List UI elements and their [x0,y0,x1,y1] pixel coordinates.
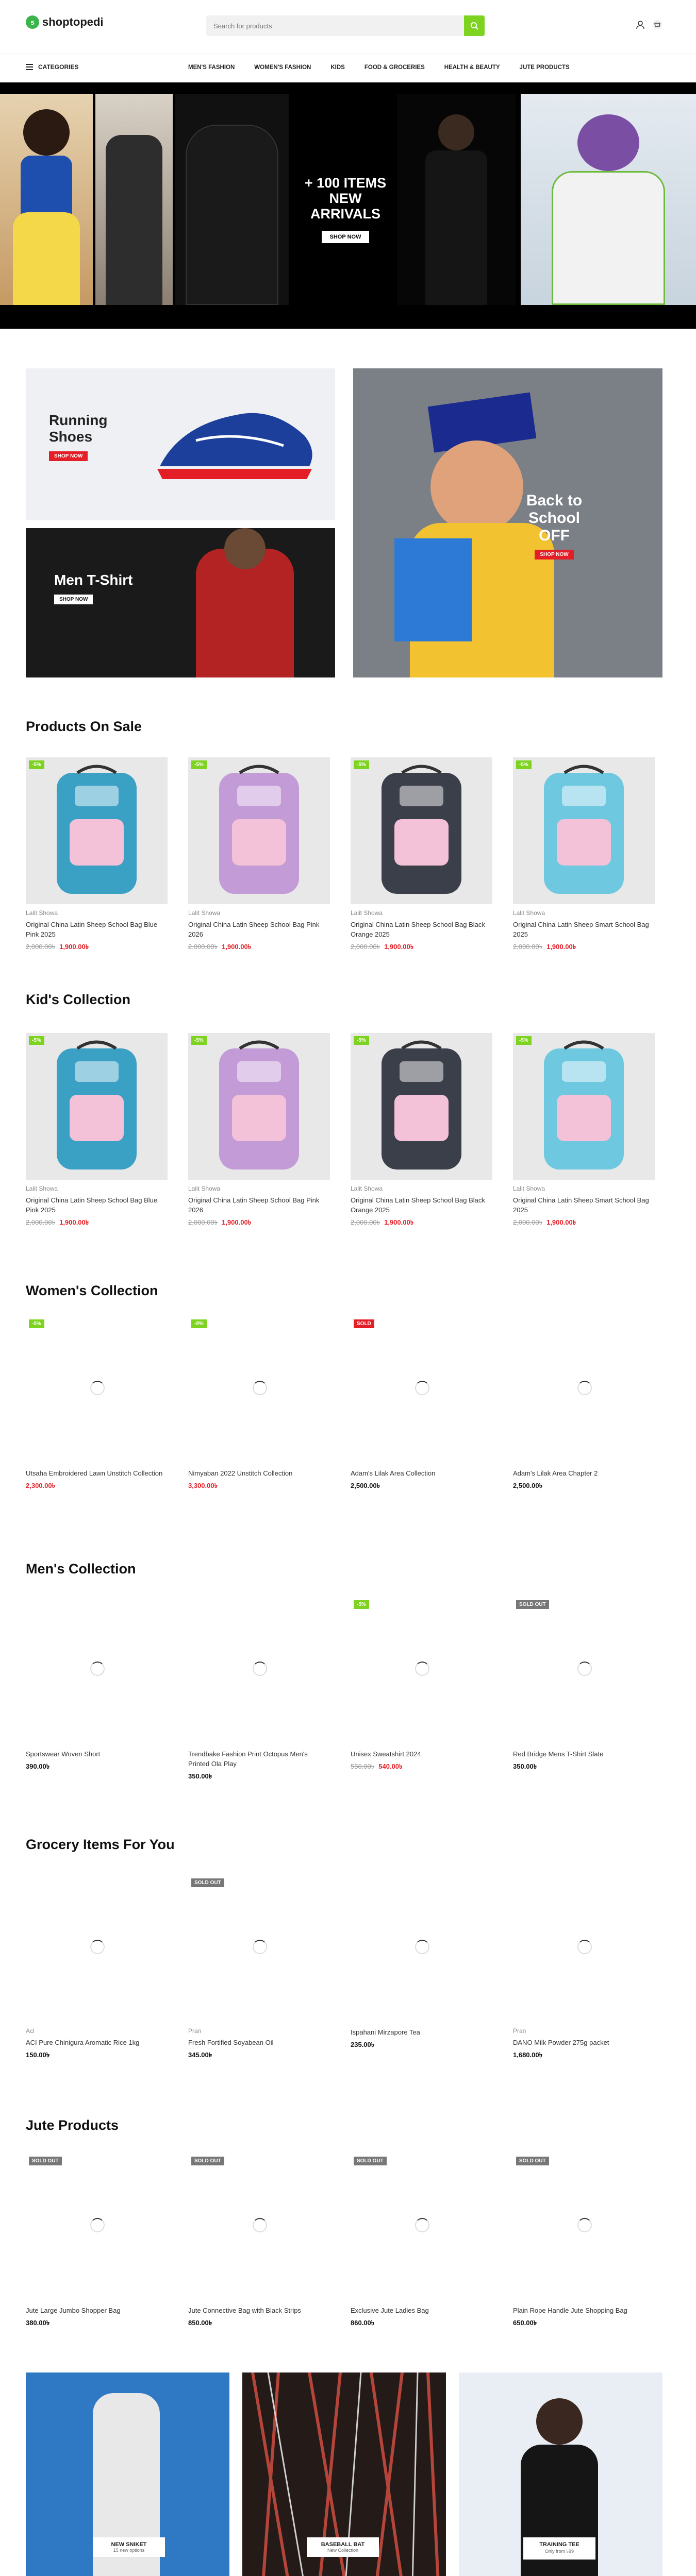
product-name[interactable]: ACI Pure Chinigura Aromatic Rice 1kg [26,2039,140,2046]
product-image[interactable] [351,2154,492,2300]
old-price: 2,000.00৳ [351,1218,380,1226]
product-name[interactable]: Original China Latin Sheep School Bag Blue Pink 2025 [26,921,158,938]
old-price: 2,000.00৳ [26,1218,56,1226]
product-card[interactable] [513,757,655,953]
product-image[interactable] [351,1597,492,1744]
loading-spinner-icon [253,1940,267,1954]
running-banner-button[interactable]: SHOP NOW [49,451,88,461]
old-price: 2,000.00৳ [351,943,380,951]
sale-badge: -5% [516,1036,532,1045]
product-card[interactable] [513,1316,655,1492]
loading-spinner-icon [253,1662,267,1676]
sale-badge: SOLD OUT [516,1600,549,1609]
hero-shop-now-button[interactable]: SHOP NOW [322,231,370,243]
product-image[interactable] [188,757,330,904]
product-card[interactable] [188,2154,330,2329]
product-name[interactable]: Ispahani Mirzapore Tea [351,2028,420,2036]
promo-tile-baseball-title: BASEBALL BAT [321,2541,365,2548]
menu-item-health-beauty[interactable]: HEALTH & BEAUTY [444,64,500,71]
promo-tile-tee-title: TRAINING TEE [539,2541,579,2548]
product-price [26,1762,168,1773]
product-price [188,2050,330,2061]
product-price [513,942,655,953]
product-card[interactable] [188,1875,330,2061]
product-card[interactable] [351,1033,492,1229]
product-name[interactable]: Original China Latin Sheep School Bag Blue Pink 2025 [26,1196,158,1214]
product-price [351,1762,492,1773]
product-price [351,2040,492,2051]
product-card[interactable] [351,1875,492,2051]
product-vendor[interactable]: Lalit Showa [26,1185,58,1192]
school-bag-image [26,757,168,904]
top-menu [188,64,589,71]
tshirt-banner-button[interactable]: SHOP NOW [54,595,93,604]
product-vendor[interactable]: Lalit Showa [188,1185,221,1192]
product-card[interactable] [351,1597,492,1773]
product-price [513,1218,655,1229]
sale-badge: SOLD [354,1319,374,1328]
product-image[interactable] [188,1597,330,1744]
product-card[interactable] [351,1316,492,1492]
regular-price: 650.00৳ [513,2319,537,2327]
school-banner-sub: OFF [539,527,570,544]
product-vendor[interactable]: Lalit Showa [513,909,545,917]
product-image[interactable] [188,2154,330,2300]
product-name[interactable]: Jute Large Jumbo Shopper Bag [26,2307,121,2314]
product-name[interactable]: Plain Rope Handle Jute Shopping Bag [513,2307,627,2314]
product-image[interactable] [26,1875,168,2022]
running-banner-title: Running Shoes [49,412,108,445]
sale-price: 1,900.00৳ [222,943,252,951]
sale-badge: -5% [354,760,369,769]
sale-badge: SOLD OUT [354,2157,387,2165]
product-card[interactable] [188,757,330,953]
product-card[interactable] [513,2154,655,2329]
product-name[interactable]: Original China Latin Sheep School Bag Black Orange 2025 [351,921,485,938]
regular-price: 860.00৳ [351,2319,375,2327]
product-image[interactable] [26,1316,168,1463]
product-image[interactable] [26,1033,168,1180]
sale-price: 1,900.00৳ [384,943,414,951]
product-price [351,2318,492,2329]
school-banner-button[interactable]: SHOP NOW [535,550,573,560]
sale-badge: SOLD OUT [191,2157,224,2165]
product-price [351,1218,492,1229]
school-bag-image [188,757,330,904]
product-price [188,942,330,953]
sale-badge: -5% [191,1036,207,1045]
on-sale-title: Products On Sale [26,719,142,734]
loading-spinner-icon [90,1662,105,1676]
product-image[interactable] [513,757,655,904]
product-vendor[interactable]: Lalit Showa [188,909,221,917]
product-name[interactable]: Fresh Fortified Soyabean Oil [188,2039,274,2046]
jute-title: Jute Products [26,2117,119,2133]
product-name[interactable]: Unisex Sweatshirt 2024 [351,1750,421,1758]
product-image[interactable] [513,1033,655,1180]
product-card[interactable] [188,1033,330,1229]
product-price [26,942,168,953]
regular-price: 850.00৳ [188,2319,212,2327]
product-image[interactable] [26,2154,168,2300]
sale-badge: -8% [191,1319,207,1328]
loading-spinner-icon [90,1940,105,1954]
sale-price: 3,300.00৳ [188,1482,218,1489]
product-name[interactable]: Original China Latin Sheep Smart School Bag 2025 [513,1196,649,1214]
product-image[interactable] [351,1875,492,2022]
product-price [351,1481,492,1492]
product-card[interactable] [26,1316,168,1492]
promo-tile-training-tee[interactable] [459,2372,662,2576]
search-bar [206,15,485,36]
loading-spinner-icon [577,1662,592,1676]
promo-tile-sneaker-sub: 15 new options [113,2548,145,2553]
regular-price: 390.00৳ [26,1762,50,1770]
product-vendor[interactable]: Lalit Showa [26,909,58,917]
product-card[interactable] [513,1597,655,1773]
promo-tile-baseball[interactable] [242,2372,446,2576]
loading-spinner-icon [415,1940,429,1954]
product-name[interactable]: Original China Latin Sheep Smart School Bag 2025 [513,921,649,938]
sale-price: 2,300.00৳ [26,1482,56,1489]
menu-item-womens-fashion[interactable]: WOMEN'S FASHION [254,64,311,71]
sale-price: 1,900.00৳ [222,1218,252,1226]
sale-badge: -5% [29,1036,44,1045]
sale-price: 1,900.00৳ [59,1218,89,1226]
hero-photo-sweater [175,94,289,305]
loading-spinner-icon [253,2218,267,2232]
product-name[interactable]: Utsaha Embroidered Lawn Unstitch Collection [26,1469,163,1477]
sale-badge: -5% [354,1600,369,1609]
regular-price: 2,500.00৳ [513,1482,543,1489]
tshirt-banner-title: Men T-Shirt [54,572,133,588]
product-image[interactable] [188,1033,330,1180]
product-card[interactable] [513,1033,655,1229]
product-name[interactable]: Jute Connective Bag with Black Strips [188,2307,301,2314]
product-image[interactable] [26,1597,168,1744]
product-name[interactable]: Original China Latin Sheep School Bag Pink 2026 [188,1196,320,1214]
loading-spinner-icon [90,2218,105,2232]
product-card[interactable] [26,1033,168,1229]
sale-price: 1,900.00৳ [384,1218,414,1226]
hero-photo-hoodie [95,94,173,305]
product-image[interactable] [351,757,492,904]
product-price [351,942,492,953]
product-card[interactable] [351,757,492,953]
product-image[interactable] [188,1875,330,2022]
product-price [513,1481,655,1492]
product-name[interactable]: Exclusive Jute Ladies Bag [351,2307,429,2314]
loading-spinner-icon [577,1940,592,1954]
product-price [513,1762,655,1773]
school-banner-title: Back to School [526,492,583,527]
search-icon [470,22,478,30]
product-price [26,2050,168,2061]
sale-price: 1,900.00৳ [546,943,576,951]
women-title: Women's Collection [26,1283,158,1298]
men-title: Men's Collection [26,1561,136,1577]
product-vendor[interactable]: Pran [513,2027,526,2035]
sale-badge: SOLD OUT [29,2157,62,2165]
loading-spinner-icon [577,1381,592,1395]
loading-spinner-icon [415,1662,429,1676]
school-bag-image [351,757,492,904]
sale-badge: -5% [354,1036,369,1045]
categories-button[interactable] [26,63,78,71]
product-name[interactable]: Red Bridge Mens T-Shirt Slate [513,1750,604,1758]
men-tshirt-banner[interactable] [26,528,335,677]
school-bag-image [513,1033,655,1180]
old-price: 2,000.00৳ [513,943,543,951]
menu-item-jute-products[interactable]: JUTE PRODUCTS [519,64,570,71]
hero-photo-princess [0,94,93,305]
product-vendor[interactable]: Pran [188,2027,202,2035]
product-image[interactable] [351,1316,492,1463]
school-bag-image [26,1033,168,1180]
hero-photo-athlete [397,94,516,305]
loading-spinner-icon [577,2218,592,2232]
search-input[interactable] [206,15,464,36]
user-icon[interactable] [636,20,645,29]
product-name[interactable]: Adam's Lilak Area Collection [351,1469,436,1477]
product-card[interactable] [26,757,168,953]
search-button[interactable] [464,15,485,36]
school-bag-image [351,1033,492,1180]
hero-center [299,175,392,243]
product-price [513,2050,655,2061]
product-name[interactable]: Original China Latin Sheep School Bag Black Orange 2025 [351,1196,485,1214]
sale-badge: -5% [191,760,207,769]
menu-icon [26,64,33,70]
product-name[interactable]: Nimyaban 2022 Unstitch Collection [188,1469,293,1477]
product-card[interactable] [513,1875,655,2061]
product-image[interactable] [26,757,168,904]
sale-price: 1,900.00৳ [546,1218,576,1226]
site-header [0,0,696,54]
logo-bag-icon: s [26,15,39,29]
product-image[interactable] [188,1316,330,1463]
old-price: 2,000.00৳ [188,943,218,951]
old-price: 2,000.00৳ [26,943,56,951]
hero-banner [0,82,696,329]
regular-price: 350.00৳ [513,1762,537,1770]
product-name[interactable]: Trendbake Fashion Print Octopus Men's Printed Ola Play [188,1750,308,1768]
regular-price: 235.00৳ [351,2041,375,2048]
regular-price: 1,680.00৳ [513,2051,543,2059]
product-image[interactable] [513,1597,655,1744]
old-price: 2,000.00৳ [513,1218,543,1226]
product-price [188,1218,330,1229]
cart-icon[interactable] [652,20,662,30]
loading-spinner-icon [415,1381,429,1395]
categories-label: CATEGORIES [38,63,79,71]
promo-tile-tee-sub: Only from ৳99 [545,2549,574,2554]
promo-tile-baseball-sub: New Collection [327,2548,359,2553]
school-bag-image [513,757,655,904]
regular-price: 345.00৳ [188,2051,212,2059]
product-card[interactable] [188,1597,330,1783]
logo-text: shoptopedi [42,15,104,28]
hero-photo-astronaut-kid [521,94,696,305]
old-price: 550.00৳ [351,1762,375,1770]
promo-tile-sneaker-title: NEW SNIKET [111,2541,147,2548]
product-price [188,1772,330,1783]
sale-badge: -5% [29,760,44,769]
regular-price: 150.00৳ [26,2051,50,2059]
product-vendor[interactable]: Lalit Showa [351,1185,383,1192]
loading-spinner-icon [90,1381,105,1395]
product-vendor[interactable]: Acl [26,2027,35,2035]
product-image[interactable] [513,1316,655,1463]
header-icons [636,20,662,30]
product-price [188,1481,330,1492]
product-image[interactable] [513,1875,655,2022]
promo-tile-sneaker[interactable] [26,2372,229,2576]
product-vendor[interactable]: Lalit Showa [351,909,383,917]
product-card[interactable] [26,2154,168,2329]
sale-badge: SOLD OUT [191,1878,224,1887]
product-name[interactable]: Adam's Lilak Area Chapter 2 [513,1469,598,1477]
running-shoe-image [150,379,325,502]
sale-badge: SOLD OUT [516,2157,549,2165]
product-price [26,1481,168,1492]
product-price [26,1218,168,1229]
product-card[interactable] [351,2154,492,2329]
grocery-title: Grocery Items For You [26,1837,175,1852]
product-image[interactable] [351,1033,492,1180]
product-card[interactable] [26,1597,168,1773]
back-to-school-banner[interactable] [353,368,662,677]
sale-price: 540.00৳ [378,1762,403,1770]
product-name[interactable]: Original China Latin Sheep School Bag Pink 2026 [188,921,320,938]
product-price [513,2318,655,2329]
sale-badge: -5% [516,760,532,769]
sale-price: 1,900.00৳ [59,943,89,951]
regular-price: 380.00৳ [26,2319,50,2327]
product-price [188,2318,330,2329]
product-image[interactable] [513,2154,655,2300]
product-vendor[interactable]: Lalit Showa [513,1185,545,1192]
running-shoes-banner[interactable] [26,368,335,520]
product-card[interactable] [26,1875,168,2061]
product-card[interactable] [188,1316,330,1492]
sale-badge: -5% [29,1319,44,1328]
main-nav [0,54,696,82]
product-name[interactable]: Sportswear Woven Short [26,1750,101,1758]
logo[interactable] [26,15,104,29]
loading-spinner-icon [415,2218,429,2232]
old-price: 2,000.00৳ [188,1218,218,1226]
menu-item-mens-fashion[interactable]: MEN'S FASHION [188,64,235,71]
loading-spinner-icon [253,1381,267,1395]
hero-title: + 100 ITEMS NEW ARRIVALS [304,175,387,222]
product-name[interactable]: DANO Milk Powder 275g packet [513,2039,609,2046]
menu-item-kids[interactable]: KIDS [330,64,345,71]
regular-price: 2,500.00৳ [351,1482,380,1489]
kids-title: Kid's Collection [26,992,130,1007]
menu-item-food-groceries[interactable]: FOOD & GROCERIES [364,64,425,71]
school-bag-image [188,1033,330,1180]
product-price [26,2318,168,2329]
regular-price: 350.00৳ [188,1772,212,1780]
